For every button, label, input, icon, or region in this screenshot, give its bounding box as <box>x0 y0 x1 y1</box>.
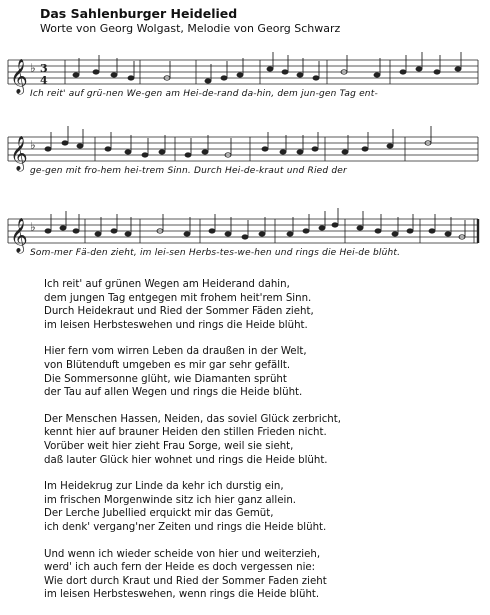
verse-line: Wie dort durch Kraut und Ried der Sommer Faden zieht <box>44 575 327 587</box>
stanza-1 <box>44 278 341 332</box>
song-credits: Worte von Georg Wolgast, Melodie von Georg Schwarz <box>40 22 341 35</box>
time-sig-top: 3 <box>40 62 48 75</box>
verse-line: werd' ich auch fern der Heide es doch vergessen nie: <box>44 562 316 574</box>
treble-clef-icon: 𝄞 <box>10 136 28 171</box>
verse-line: dem jungen Tag entgegen mit frohem heit'rem Sinn. <box>44 292 312 304</box>
treble-clef-icon: 𝄞 <box>10 59 28 94</box>
lyrics-line-3: Som-mer Fä-den zieht, im lei-sen Herbs-tes-we-hen und rings die Hei-de blüht. <box>30 248 401 258</box>
time-sig-bottom: 4 <box>40 74 48 87</box>
verse-line: Der Lerche Jubellied erquickt mir das Gemüt, <box>44 508 274 520</box>
song-verses <box>44 278 341 615</box>
lyrics-line-1: Ich reit' auf grü-nen We-gen am Hei-de-rand da-hin, dem jun-gen Tag ent- <box>30 89 378 99</box>
verse-line: Hier fern vom wirren Leben da draußen in der Welt, <box>44 346 307 358</box>
verse-line: kennt hier auf brauner Heiden den stillen Frieden nicht. <box>44 427 327 439</box>
verse-line: Und wenn ich wieder scheide von hier und weiterzieh, <box>44 548 321 560</box>
verse-line: Im Heidekrug zur Linde da kehr ich durstig ein, <box>44 481 284 493</box>
flat-icon: ♭ <box>30 138 36 152</box>
verse-line: Ich reit' auf grünen Wegen am Heiderand dahin, <box>44 279 290 290</box>
stanza-4 <box>44 480 341 534</box>
verse-line: Vorüber weit hier zieht Frau Sorge, weil sie sieht, <box>44 440 294 452</box>
verse-line: daß lauter Glück hier wohnet und rings die Heide blüht. <box>44 454 328 466</box>
stanza-3 <box>44 413 341 467</box>
flat-icon: ♭ <box>30 220 36 234</box>
verse-line: im leisen Herbsteswehen und rings die Heide blüht. <box>44 319 308 331</box>
verse-line: der Tau auf allen Wegen und rings die Heide blüht. <box>44 387 303 399</box>
verse-line: Der Menschen Hassen, Neiden, das soviel Glück zerbricht, <box>44 413 341 425</box>
verse-line: Die Sommersonne glüht, wie Diamanten sprüht <box>44 373 287 385</box>
lyrics-line-2: ge-gen mit fro-hem hei-trem Sinn. Durch Hei-de-kraut und Ried der <box>30 166 347 176</box>
song-title: Das Sahlenburger Heidelied <box>40 6 238 21</box>
treble-clef-icon: 𝄞 <box>10 218 28 253</box>
stanza-2 <box>44 345 341 399</box>
stanza-5 <box>44 548 341 602</box>
verse-line: im leisen Herbsteswehen, wenn rings die Heide blüht. <box>44 589 320 601</box>
verse-line: ich denk' vergang'ner Zeiten und rings die Heide blüht. <box>44 521 327 533</box>
flat-icon: ♭ <box>30 61 36 75</box>
verse-line: im frischen Morgenwinde sitz ich hier ganz allein. <box>44 494 297 506</box>
verse-line: Durch Heidekraut und Ried der Sommer Fäden zieht, <box>44 306 314 318</box>
verse-line: von Blütenduft umgeben es mir gar sehr gefällt. <box>44 359 291 371</box>
